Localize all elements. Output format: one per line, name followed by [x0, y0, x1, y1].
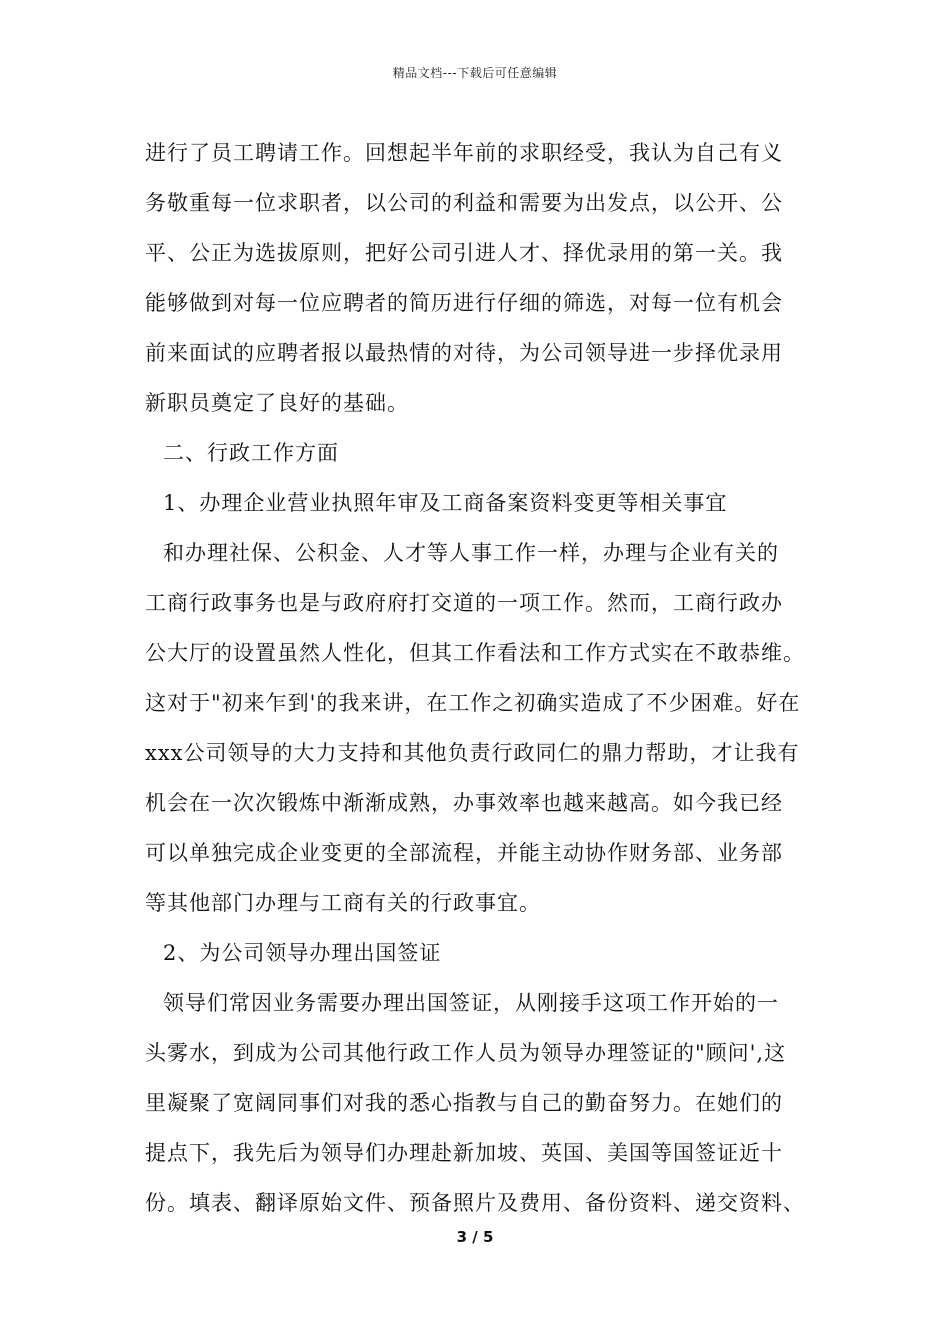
paragraph-line: 进行了员工聘请工作。回想起半年前的求职经受，我认为自己有义 [145, 141, 783, 165]
paragraph-line: 这对于"初来乍到'的我来讲，在工作之初确实造成了不少困难。好在 [145, 691, 801, 715]
paragraph-line: 可以单独完成企业变更的全部流程，并能主动协作财务部、业务部 [145, 841, 783, 865]
paragraph-line: 机会在一次次锻炼中渐渐成熟，办事效率也越来越高。如今我已经 [145, 791, 783, 815]
paragraph-line: 提点下，我先后为领导们办理赴新加坡、英国、美国等国签证近十 [145, 1141, 783, 1165]
paragraph-line: 工商行政事务也是与政府府打交道的一项工作。然而，工商行政办 [145, 591, 783, 615]
paragraph-line: 里凝聚了宽阔同事们对我的悉心指教与自己的勤奋努力。在她们的 [145, 1091, 783, 1115]
body-text [145, 128, 835, 1228]
paragraph-line: 前来面试的应聘者报以最热情的对待，为公司领导进一步择优录用 [145, 341, 783, 365]
page-number: 3 / 5 [456, 1228, 494, 1246]
page-header: 精品文档---下载后可任意编辑 [392, 66, 558, 80]
paragraph-line: 和办理社保、公积金、人才等人事工作一样，办理与企业有关的 [163, 541, 779, 565]
paragraph-line: 务敬重每一位求职者，以公司的利益和需要为出发点，以公开、公 [145, 191, 783, 215]
paragraph-line: 领导们常因业务需要办理出国签证，从刚接手这项工作开始的一 [163, 991, 779, 1015]
paragraph-line: 份。填表、翻译原始文件、预备照片及费用、备份资料、递交资料、 [145, 1191, 805, 1215]
section-heading: 二、行政工作方面 [163, 441, 339, 465]
paragraph-line: 平、公正为选拔原则，把好公司引进人才、择优录用的第一关。我 [145, 241, 783, 265]
paragraph-line: 新职员奠定了良好的基础。 [145, 391, 409, 415]
paragraph-line: 能够做到对每一位应聘者的简历进行仔细的筛选，对每一位有机会 [145, 291, 783, 315]
paragraph-line: 等其他部门办理与工商有关的行政事宜。 [145, 891, 541, 915]
paragraph-line: xxx公司领导的大力支持和其他负责行政同仁的鼎力帮助，才让我有 [145, 741, 800, 765]
paragraph-line: 头雾水，到成为公司其他行政工作人员为领导办理签证的"顾问',这 [145, 1041, 787, 1065]
subsection-heading: 1、办理企业营业执照年审及工商备案资料变更等相关事宜 [163, 491, 728, 515]
paragraph-line: 公大厅的设置虽然人性化，但其工作看法和工作方式实在不敢恭维。 [145, 641, 805, 665]
subsection-heading: 2、为公司领导办理出国签证 [163, 941, 442, 965]
